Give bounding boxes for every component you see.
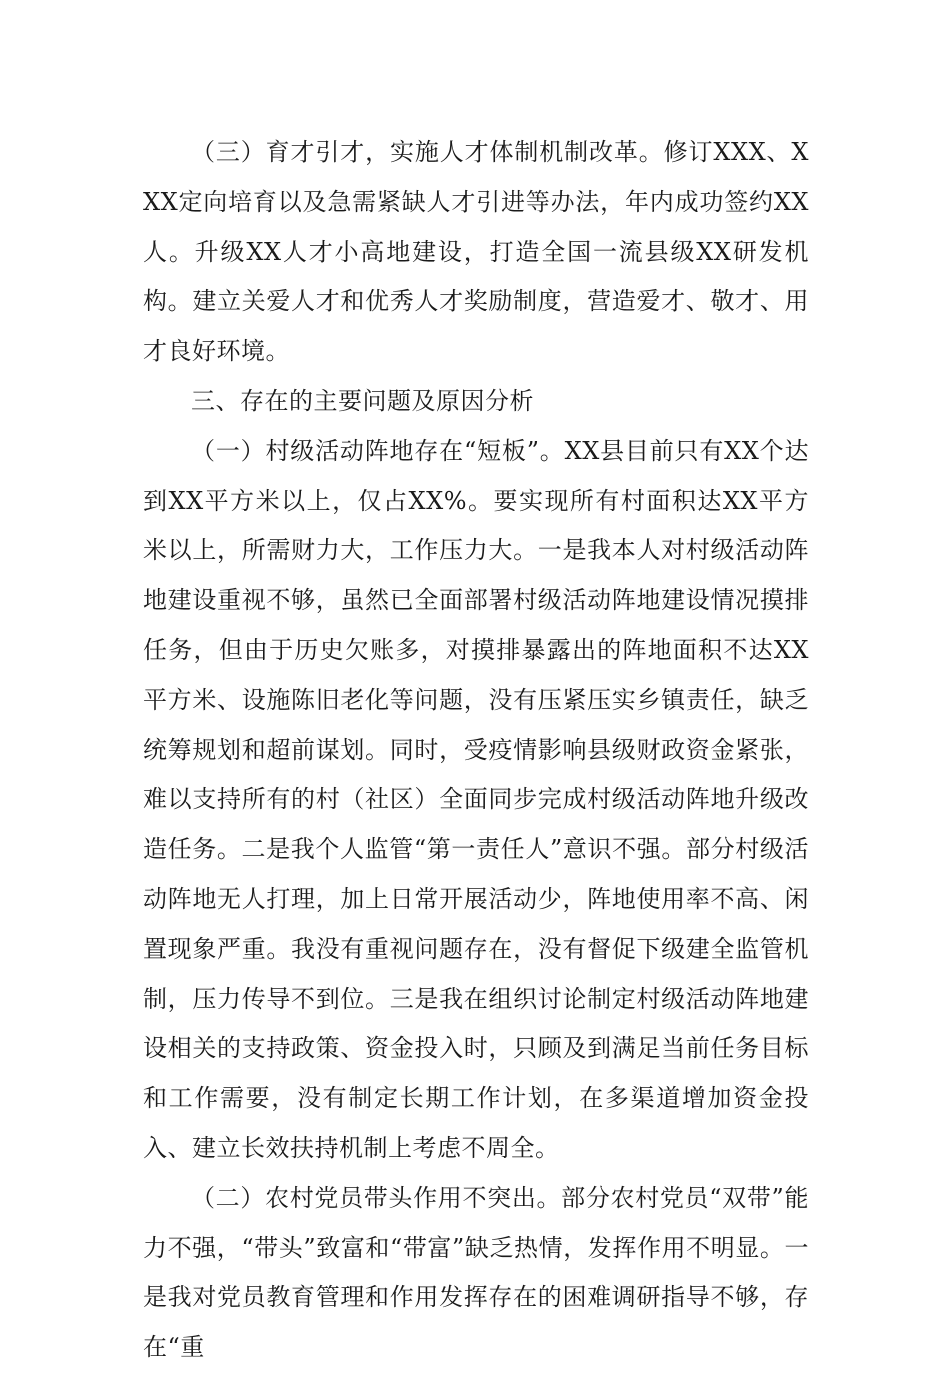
paragraph-village-venues: （一）村级活动阵地存在“短板”。XX县目前只有XX个达到XX平方米以上，仅占XX%。要实现所有村面积达XX平方米以上，所需财力大，工作压力大。一是我本人对村级活动阵地建设重视不够，虽然已全面部署村级活动阵地建设情况摸排任务，但由于历史欠账多，对摸排暴露出的阵地面积不达XX平方米、设施陈旧老化等问题，没有压紧压实乡镇责任，缺乏统筹规划和超前谋划。同时，受疫情影响县级财政资金紧张，难以支持所有的村（社区）全面同步完成村级活动阵地升级改造任务。二是我个人监管“第一责任人”意识不强。部分村级活动阵地无人打理，加上日常开展活动少，阵地使用率不高、闲置现象严重。我没有重视问题存在，没有督促下级建全监管机制，压力传导不到位。三是我在组织讨论制定村级活动阵地建设相关的支持政策、资金投入时，只顾及到满足当前任务目标和工作需要，没有制定长期工作计划，在多渠道增加资金投入、建立长效扶持机制上考虑不周全。 [143,436,809,1162]
section-heading-problems: 三、存在的主要问题及原因分析 [191,386,534,415]
paragraph-party-members: （二）农村党员带头作用不突出。部分农村党员“双带”能力不强，“带头”致富和“带富”缺乏热情，发挥作用不明显。一是我对党员教育管理和作用发挥存在的困难调研指导不够，存在“重 [143,1183,809,1362]
document-page [143,128,809,1373]
paragraph-talent-reform: （三）育才引才，实施人才体制机制改革。修订XXX、XXX定向培育以及急需紧缺人才引进等办法，年内成功签约XX人。升级XX人才小高地建设，打造全国一流县级XX研发机构。建立关爱人才和优秀人才奖励制度，营造爱才、敬才、用才良好环境。 [143,138,809,366]
